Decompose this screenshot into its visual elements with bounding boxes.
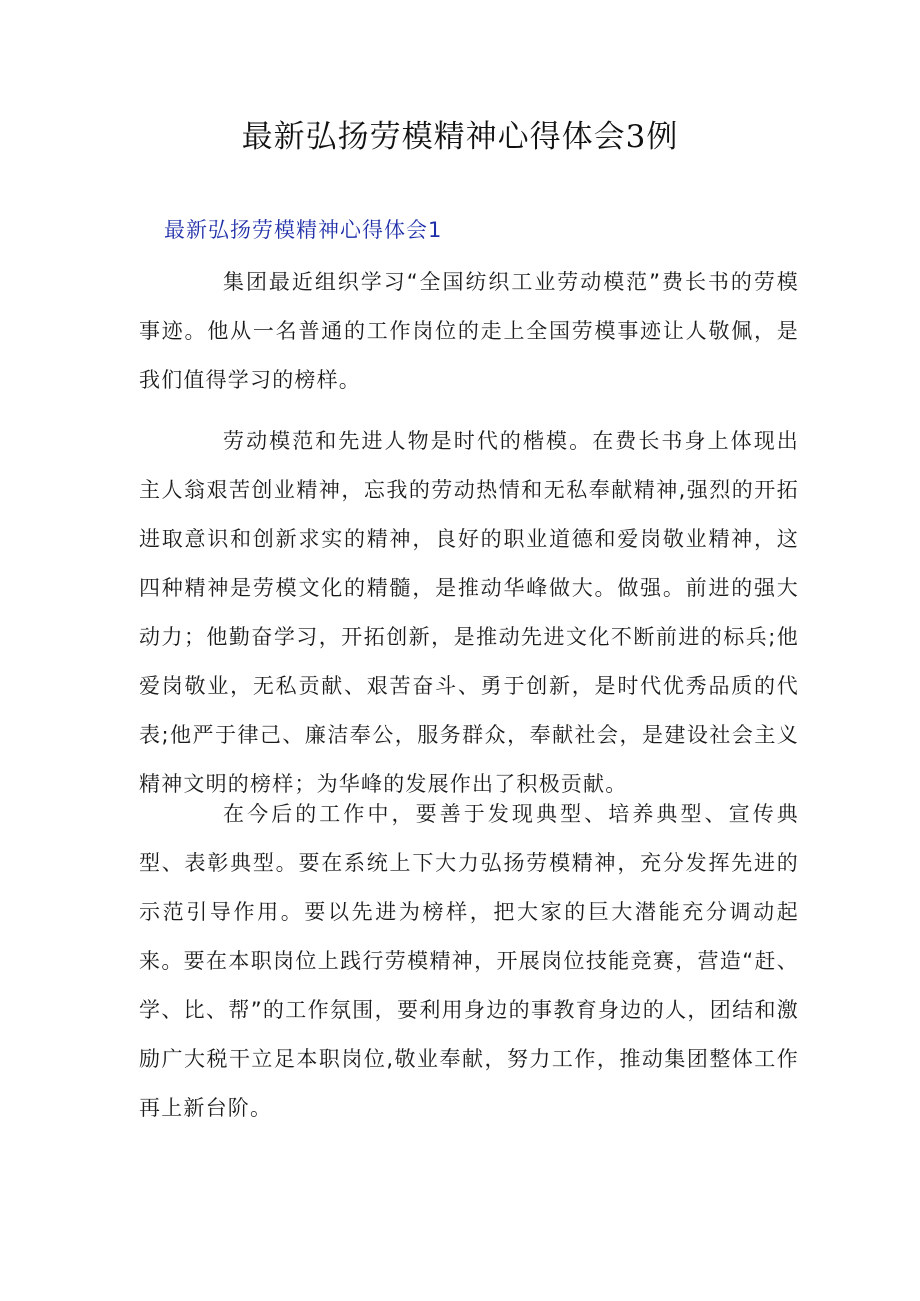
document-title: 最新弘扬劳模精神心得体会3例: [241, 119, 679, 155]
paragraph-3: 在今后的工作中，要善于发现典型、培养典型、宣传典型、表彰典型。要在系统上下大力弘扬劳模精神，充分发挥先进的示范引导作用。要以先进为榜样，把大家的巨大潜能充分调动起来。要在本职岗位上践行劳模精神，开展岗位技能竞赛，营造“赶、学、比、帮”的工作氛围，要利用身边的事教育身边的人，团结和激励广大税干立足本职岗位,敬业奉献，努力工作，推动集团整体工作再上新台阶。: [139, 802, 799, 1120]
section-heading: 最新弘扬劳模精神心得体会1: [164, 218, 443, 242]
paragraph-1: 集团最近组织学习“全国纺织工业劳动模范”费长书的劳模事迹。他从一名普通的工作岗位的走上全国劳模事迹让人敬佩，是我们值得学习的榜样。: [139, 270, 799, 392]
paragraph-2: 劳动模范和先进人物是时代的楷模。在费长书身上体现出主人翁艰苦创业精神，忘我的劳动热情和无私奉献精神,强烈的开拓进取意识和创新求实的精神，良好的职业道德和爱岗敬业精神，这四种精神是劳模文化的精髓，是推动华峰做大。做强。前进的强大动力；他勤奋学习，开拓创新，是推动先进文化不断前进的标兵;他爱岗敬业，无私贡献、艰苦奋斗、勇于创新，是时代优秀品质的代表;他严于律己、廉洁奉公，服务群众，奉献社会，是建设社会主义精神文明的榜样；为华峰的发展作出了积极贡献。: [139, 429, 799, 796]
